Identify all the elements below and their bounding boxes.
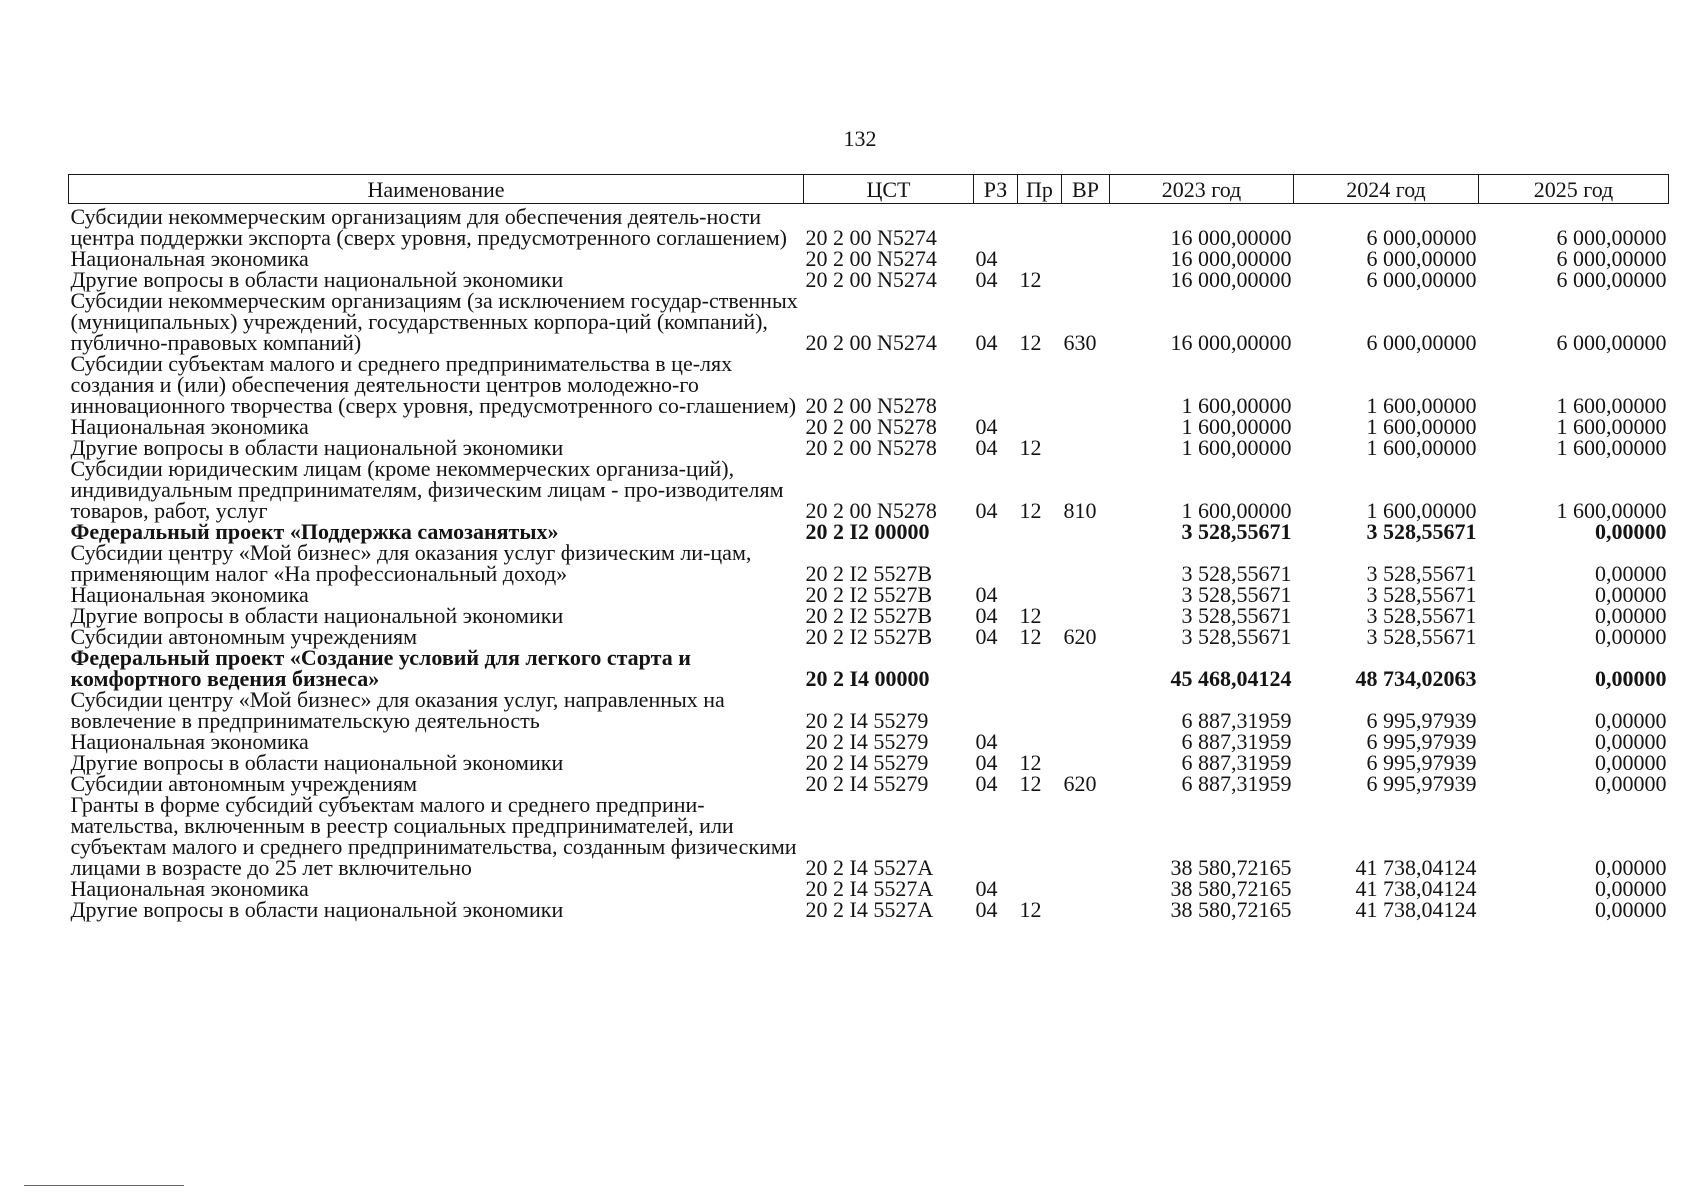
row-value-2023: 3 528,55671 [1181,519,1292,544]
row-value-2023: 38 580,72165 [1170,897,1292,922]
table-row [69,290,1669,353]
table-row [69,521,1669,542]
row-name: Национальная экономика [70,246,309,271]
row-value-2024: 6 000,00000 [1366,330,1477,355]
row-rz: 04 [975,624,998,649]
row-rz: 04 [975,750,998,775]
row-value-2023: 16 000,00000 [1170,267,1292,292]
row-cst: 20 2 00 N5278 [805,393,937,418]
row-rz [974,542,1018,584]
row-value-2024: 1 600,00000 [1366,414,1477,439]
table-row [69,773,1669,794]
row-rz: 04 [975,582,998,607]
table-row [69,731,1669,752]
row-vr [1062,605,1110,626]
row-value-2023: 1 600,00000 [1181,414,1292,439]
row-value-2024: 6 000,00000 [1366,267,1477,292]
row-rz: 04 [975,729,998,754]
row-cst: 20 2 I4 55279 [805,708,929,733]
table-row [69,752,1669,773]
row-name: Национальная экономика [70,414,309,439]
row-value-2024: 3 528,55671 [1366,519,1477,544]
row-value-2025: 0,00000 [1595,729,1667,754]
row-rz: 04 [975,771,998,796]
row-value-2023: 38 580,72165 [1170,855,1292,880]
row-pr: 12 [1019,435,1042,460]
row-vr [1062,437,1110,458]
row-name: Субсидии центру «Мой бизнес» для оказания услуг физическим ли-цам, применяющим налог «На профессиональный доход» [70,540,752,586]
row-pr [1018,731,1062,752]
row-rz [974,521,1018,542]
row-value-2024: 6 000,00000 [1366,225,1477,250]
row-value-2023: 1 600,00000 [1181,393,1292,418]
row-value-2023: 3 528,55671 [1181,624,1292,649]
row-pr [1018,647,1062,689]
budget-table [68,174,1669,920]
row-value-2025: 0,00000 [1595,750,1667,775]
row-value-2024: 1 600,00000 [1366,498,1477,523]
row-value-2024: 41 738,04124 [1355,897,1477,922]
row-name: Национальная экономика [70,582,309,607]
row-vr [1062,542,1110,584]
table-row [69,899,1669,920]
row-value-2025: 0,00000 [1595,708,1667,733]
row-rz: 04 [975,267,998,292]
row-cst: 20 2 I2 5527B [805,582,932,607]
row-value-2025: 6 000,00000 [1556,330,1667,355]
row-cst: 20 2 00 N5278 [805,414,937,439]
row-value-2023: 6 887,31959 [1181,750,1292,775]
row-name: Субсидии юридическим лицам (кроме некоммерческих организа-ций), индивидуальным предпринимателям, физическим лицам - про-изводителям товаров, работ, услуг [70,456,784,523]
row-rz [974,204,1018,249]
row-cst: 20 2 I4 5527A [805,897,934,922]
row-value-2023: 1 600,00000 [1181,435,1292,460]
table-row [69,626,1669,647]
row-name: Другие вопросы в области национальной экономики [70,897,564,922]
table-header [69,175,1669,204]
row-value-2024: 3 528,55671 [1366,624,1477,649]
row-value-2025: 1 600,00000 [1556,414,1667,439]
row-rz: 04 [975,435,998,460]
row-name: Субсидии субъектам малого и среднего предпринимательства в це-лях создания и (или) обеспечения деятельности центров молодежно-го инновационного творчества (сверх уровня, предусмотренного со-глашением) [70,351,797,418]
table-row [69,584,1669,605]
row-vr [1062,204,1110,249]
table-row [69,794,1669,878]
row-vr [1062,794,1110,878]
row-name: Федеральный проект «Поддержка самозанятых» [70,519,559,544]
row-value-2023: 6 887,31959 [1181,771,1292,796]
row-vr [1062,689,1110,731]
row-cst: 20 2 I2 00000 [805,519,930,544]
row-vr [1062,416,1110,437]
row-value-2023: 3 528,55671 [1181,582,1292,607]
row-value-2024: 3 528,55671 [1366,603,1477,628]
row-cst: 20 2 I2 5527B [805,603,932,628]
row-value-2025: 0,00000 [1595,876,1667,901]
row-value-2025: 0,00000 [1595,897,1667,922]
footer-rule [24,1185,184,1186]
row-value-2025: 1 600,00000 [1556,498,1667,523]
table-row [69,605,1669,626]
table-row [69,542,1669,584]
row-vr [1062,878,1110,899]
row-vr [1062,899,1110,920]
row-cst: 20 2 00 N5274 [805,225,937,250]
table-row [69,248,1669,269]
row-vr [1062,584,1110,605]
row-value-2024: 6 995,97939 [1366,750,1477,775]
row-value-2023: 3 528,55671 [1181,561,1292,586]
row-pr [1018,794,1062,878]
row-pr [1018,416,1062,437]
row-pr [1018,248,1062,269]
row-name: Другие вопросы в области национальной экономики [70,750,564,775]
row-vr [1062,353,1110,416]
row-cst: 20 2 00 N5274 [805,267,937,292]
table-row [69,458,1669,521]
row-rz: 04 [975,498,998,523]
row-rz: 04 [975,330,998,355]
row-value-2024: 6 995,97939 [1366,708,1477,733]
row-value-2024: 48 734,02063 [1355,666,1477,691]
row-name: Субсидии некоммерческим организациям для обеспечения деятель-ности центра поддержки экспорта (сверх уровня, предусмотренного соглашением) [70,204,787,250]
header-2023: 2023 год [1110,175,1294,204]
row-pr [1018,353,1062,416]
row-name: Национальная экономика [70,729,309,754]
row-cst: 20 2 I4 55279 [805,729,929,754]
row-vr [1062,248,1110,269]
row-value-2025: 6 000,00000 [1556,267,1667,292]
row-value-2023: 38 580,72165 [1170,876,1292,901]
row-vr: 620 [1063,624,1097,649]
table-row [69,437,1669,458]
table-row [69,416,1669,437]
row-value-2025: 0,00000 [1595,561,1667,586]
row-pr [1018,878,1062,899]
row-pr: 12 [1019,897,1042,922]
row-vr [1062,731,1110,752]
row-value-2024: 3 528,55671 [1366,561,1477,586]
row-value-2025: 0,00000 [1595,666,1667,691]
header-2025: 2025 год [1479,175,1669,204]
row-cst: 20 2 00 N5274 [805,330,937,355]
row-rz: 04 [975,246,998,271]
row-value-2023: 6 887,31959 [1181,729,1292,754]
row-value-2024: 6 995,97939 [1366,771,1477,796]
row-pr: 12 [1019,330,1042,355]
row-value-2024: 41 738,04124 [1355,876,1477,901]
row-value-2025: 6 000,00000 [1556,246,1667,271]
row-value-2023: 1 600,00000 [1181,498,1292,523]
table-body [69,204,1669,921]
row-vr [1062,269,1110,290]
row-cst: 20 2 I2 5527B [805,624,932,649]
row-pr: 12 [1019,771,1042,796]
table-row [69,689,1669,731]
row-value-2025: 6 000,00000 [1556,225,1667,250]
row-cst: 20 2 I4 5527A [805,876,934,901]
row-cst: 20 2 I2 5527B [805,561,932,586]
row-cst: 20 2 00 N5278 [805,498,937,523]
row-value-2023: 16 000,00000 [1170,330,1292,355]
row-cst: 20 2 I4 00000 [805,666,930,691]
table-row [69,878,1669,899]
row-cst: 20 2 I4 55279 [805,750,929,775]
row-vr: 630 [1063,330,1097,355]
row-value-2024: 3 528,55671 [1366,582,1477,607]
row-value-2025: 0,00000 [1595,771,1667,796]
row-pr: 12 [1019,267,1042,292]
row-cst: 20 2 I4 55279 [805,771,929,796]
header-name: Наименование [69,175,804,204]
row-pr [1018,521,1062,542]
header-vr: ВР [1062,175,1110,204]
row-pr [1018,204,1062,249]
row-cst: 20 2 00 N5278 [805,435,937,460]
row-name: Другие вопросы в области национальной экономики [70,267,564,292]
row-value-2025: 0,00000 [1595,519,1667,544]
row-rz [974,794,1018,878]
row-value-2024: 1 600,00000 [1366,435,1477,460]
row-value-2024: 41 738,04124 [1355,855,1477,880]
row-name: Федеральный проект «Создание условий для легкого старта и комфортного ведения бизнеса» [70,645,691,691]
row-pr: 12 [1019,624,1042,649]
row-name: Другие вопросы в области национальной экономики [70,603,564,628]
row-name: Субсидии некоммерческим организациям (за исключением государ-ственных (муниципальных) учреждений, государственных корпора-ций (компаний), публично-правовых компаний) [70,288,798,355]
row-pr: 12 [1019,603,1042,628]
row-cst: 20 2 00 N5274 [805,246,937,271]
row-value-2024: 1 600,00000 [1366,393,1477,418]
header-cst: ЦСТ [804,175,974,204]
row-value-2025: 0,00000 [1595,582,1667,607]
row-name: Другие вопросы в области национальной экономики [70,435,564,460]
row-name: Национальная экономика [70,876,309,901]
row-value-2023: 16 000,00000 [1170,246,1292,271]
row-vr: 810 [1063,498,1097,523]
row-value-2025: 0,00000 [1595,855,1667,880]
row-value-2025: 1 600,00000 [1556,393,1667,418]
row-rz [974,647,1018,689]
row-vr [1062,752,1110,773]
row-rz: 04 [975,414,998,439]
row-name: Субсидии автономным учреждениям [70,771,418,796]
row-pr: 12 [1019,498,1042,523]
header-2024: 2024 год [1294,175,1479,204]
row-vr [1062,521,1110,542]
row-rz: 04 [975,876,998,901]
header-pr: Пр [1018,175,1062,204]
row-pr [1018,542,1062,584]
row-rz: 04 [975,897,998,922]
table-row [69,353,1669,416]
row-value-2025: 0,00000 [1595,624,1667,649]
row-value-2024: 6 995,97939 [1366,729,1477,754]
row-rz [974,353,1018,416]
row-rz: 04 [975,603,998,628]
row-value-2025: 1 600,00000 [1556,435,1667,460]
table-row [69,269,1669,290]
row-cst: 20 2 I4 5527A [805,855,934,880]
row-name: Гранты в форме субсидий субъектам малого и среднего предприни-мательства, включенным в реестр социальных предпринимателей, или субъектам малого и среднего предпринимательства, созданным физическими лицами в возрасте до 25 лет включительно [70,792,797,880]
row-rz [974,689,1018,731]
row-name: Субсидии автономным учреждениям [70,624,418,649]
page-number: 132 [843,126,877,151]
table-row [69,647,1669,689]
row-value-2023: 3 528,55671 [1181,603,1292,628]
row-pr [1018,584,1062,605]
row-name: Субсидии центру «Мой бизнес» для оказания услуг, направленных на вовлечение в предпринимательскую деятельность [70,687,725,733]
row-value-2025: 0,00000 [1595,603,1667,628]
table-row [69,204,1669,249]
row-value-2023: 45 468,04124 [1170,666,1292,691]
row-vr: 620 [1063,771,1097,796]
header-rz: РЗ [974,175,1018,204]
row-vr [1062,647,1110,689]
row-value-2023: 6 887,31959 [1181,708,1292,733]
row-value-2023: 16 000,00000 [1170,225,1292,250]
row-value-2024: 6 000,00000 [1366,246,1477,271]
row-pr: 12 [1019,750,1042,775]
row-pr [1018,689,1062,731]
